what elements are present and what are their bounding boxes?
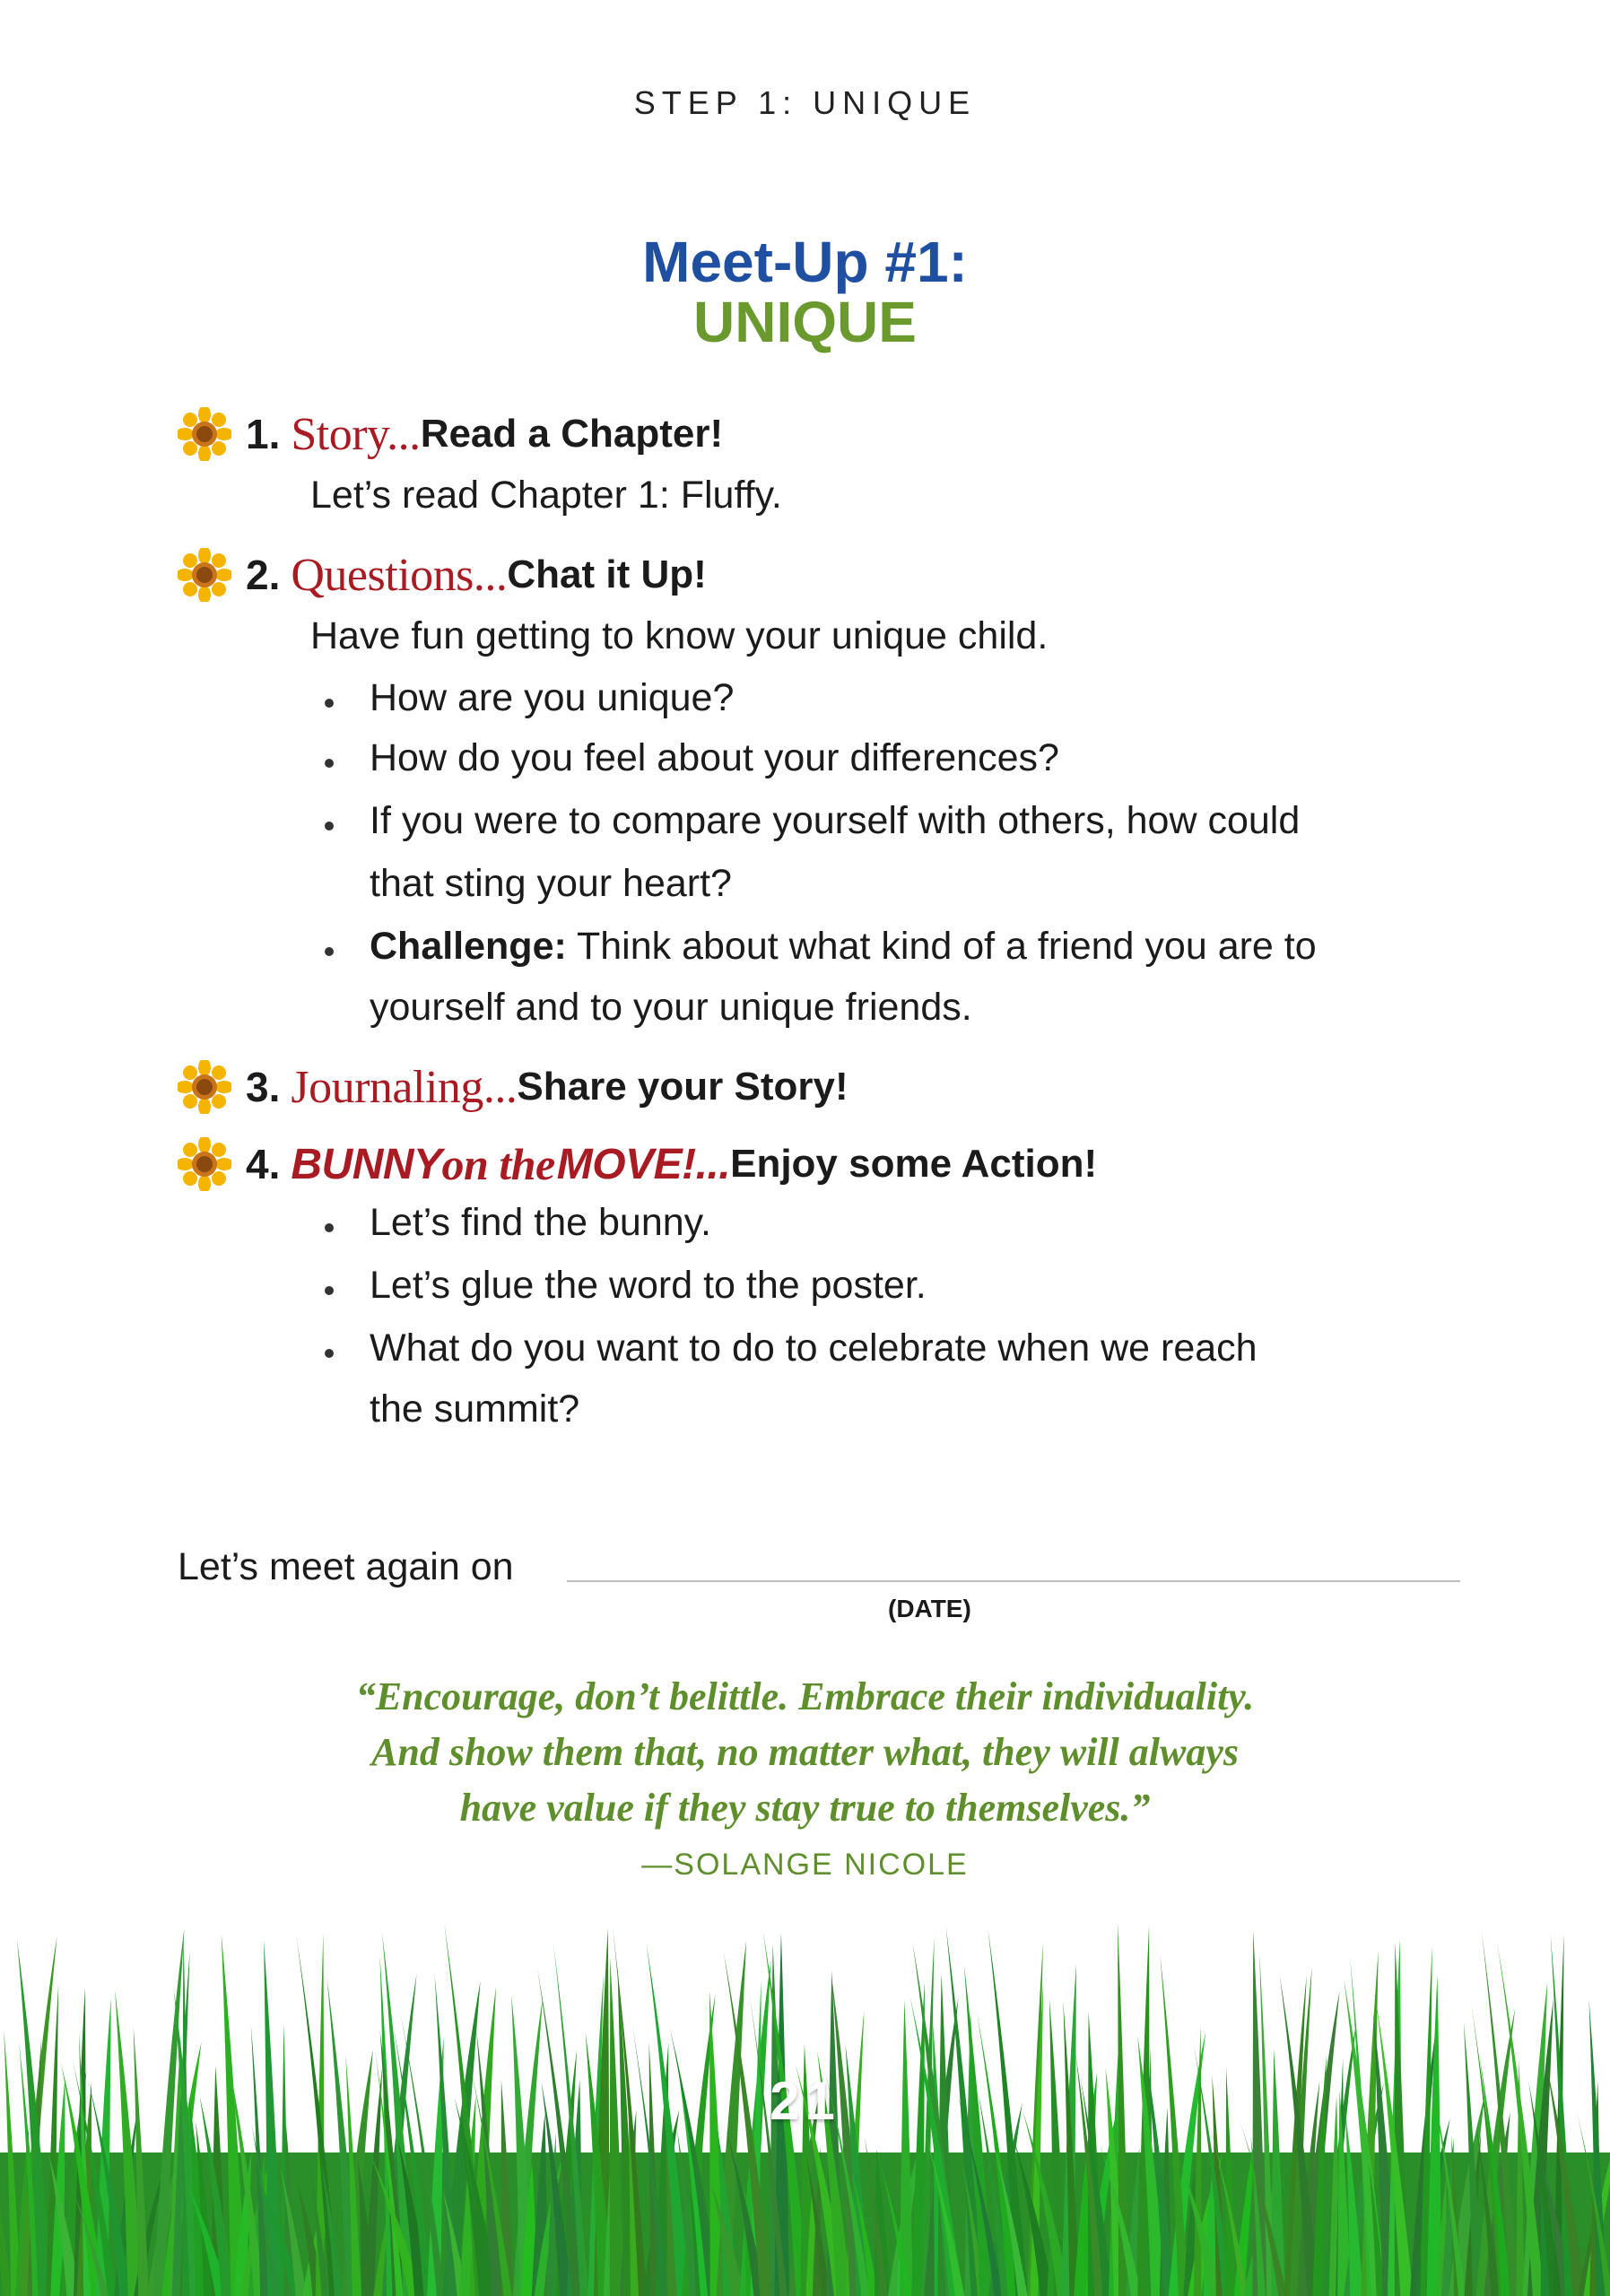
challenge-label: Challenge: — [370, 925, 567, 968]
item-red-label: Story... — [291, 408, 421, 460]
item-4-heading — [178, 1133, 1097, 1196]
bullet-dot — [325, 1223, 334, 1232]
challenge-item — [370, 925, 1317, 969]
bullet-dot — [325, 699, 334, 708]
item-red-label: Journaling... — [291, 1061, 518, 1113]
list-item: How do you feel about your differences? — [370, 736, 1059, 779]
sunflower-icon — [178, 548, 231, 602]
sunflower-icon — [178, 1137, 231, 1191]
item-red-label: Questions... — [291, 549, 508, 601]
item-2-text: Have fun getting to know your unique child. — [310, 614, 1049, 657]
bullet-dot — [325, 759, 334, 768]
list-item: If you were to compare yourself with others, how could — [370, 799, 1301, 842]
item-3-heading — [178, 1056, 849, 1118]
quote-author: —SOLANGE NICOLE — [641, 1848, 969, 1882]
date-caption: (DATE) — [888, 1595, 971, 1622]
item-red-label-end: MOVE!... — [556, 1140, 731, 1188]
item-bold-label: Read a Chapter! — [420, 412, 724, 456]
item-bold-label: Chat it Up! — [507, 552, 707, 596]
item-number: 4. — [246, 1141, 281, 1187]
meet-again-label: Let’s meet again on — [178, 1545, 514, 1588]
bullet-dot — [325, 1349, 334, 1358]
bullet-dot — [325, 1286, 334, 1295]
list-item-continued: that sting your heart? — [370, 862, 732, 905]
list-item: Let’s find the bunny. — [370, 1201, 711, 1244]
bullet-dot — [325, 947, 334, 956]
bullet-dot — [325, 822, 334, 831]
running-head: STEP 1: UNIQUE — [633, 84, 977, 121]
item-1-text: Let’s read Chapter 1: Fluffy. — [310, 474, 782, 517]
sunflower-icon — [178, 1060, 231, 1114]
list-item: What do you want to do to celebrate when we reach — [370, 1326, 1258, 1370]
page-number: 21 — [770, 2071, 840, 2131]
item-bold-label: Enjoy some Action! — [730, 1142, 1098, 1186]
item-1-heading — [178, 403, 723, 465]
quote-line: And show them that, no matter what, they will always — [371, 1730, 1239, 1774]
sunflower-icon — [178, 407, 231, 461]
item-bold-label: Share your Story! — [517, 1065, 849, 1109]
challenge-continued: yourself and to your unique friends. — [370, 986, 972, 1029]
item-red-label: BUNNY — [291, 1140, 442, 1188]
challenge-text: Think about what kind of a friend you are to — [566, 925, 1317, 968]
page-subtitle: UNIQUE — [693, 290, 917, 354]
item-2-heading — [178, 544, 707, 606]
item-number: 3. — [246, 1064, 281, 1110]
item-number: 1. — [246, 411, 281, 457]
quote-line: have value if they stay true to themselves.” — [459, 1786, 1151, 1830]
page-title: Meet-Up #1: — [642, 230, 968, 294]
list-item: Let’s glue the word to the poster. — [370, 1264, 927, 1307]
item-red-label-italic: on the — [441, 1139, 555, 1189]
quote-line: “Encourage, don’t belittle. Embrace their individuality. — [355, 1674, 1255, 1718]
list-item-continued: the summit? — [370, 1387, 580, 1431]
date-field-line[interactable] — [567, 1580, 1460, 1582]
item-number: 2. — [246, 552, 281, 598]
list-item: How are you unique? — [370, 676, 735, 719]
